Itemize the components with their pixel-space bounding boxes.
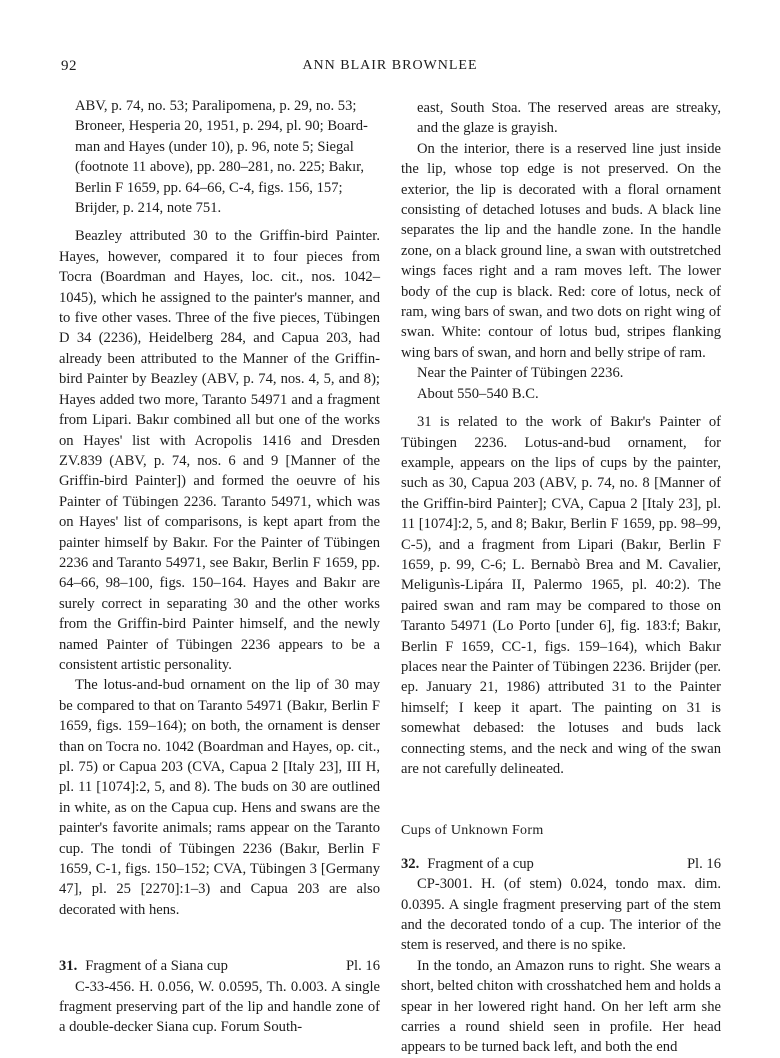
running-head: ANN BLAIR BROWNLEE	[302, 58, 478, 73]
section-heading: Cups of Unknown Form	[401, 823, 544, 839]
plate-reference: Pl. 16	[345, 958, 380, 975]
reference-line: ABV, p. 74, no. 53; Paralipomena, p. 29, no. 53;	[75, 98, 357, 114]
entry-number: 32.	[401, 855, 420, 872]
entry-title: Fragment of a cup	[427, 855, 534, 872]
right-column	[401, 98, 721, 1058]
paragraph: 31 is related to the work of Bakır's Painter of Tübingen 2236. Lotus-and-bud ornament, for example, appears on the lips of cups by the painter, such as 30, Capua 203 (ABV, p. 74, no. 8 [Manner of the Griffin-bird Painter]; CVA, Capua 2 [Italy 23], pl. 11 [1074]:2, 5, and 8; Bakır, Berlin F 1659, pp. 98–99, C-5), and a fragment from Lipari (Bakır, Berlin F 1659, p. 99, C-6; L. Bernabò Brea and M. Cavalier, Meligunìs-Lipára II, Palermo 1965, pl. 40:2). The paired swan and ram may be compared to those on Taranto 54971 (Lo Porto [under 6], fig. 183:f; Bakır, Berlin F 1659, CC-1, figs. 159–164), which Bakır places near the Painter of Tübingen 2236. Brijder (per. ep. January 21, 1986) attributed 31 to the Painter himself; I keep it apart. The painting on 31 is somewhat debased: the lotuses and buds lack connecting stems, and the neck and wing of the swan are not carefully delineated.	[401, 414, 721, 777]
catalogue-entry-heading	[59, 956, 380, 976]
reference-line: Broneer, Hesperia 20, 1951, p. 294, pl. 90; Board-	[75, 118, 368, 135]
paragraph: In the tondo, an Amazon runs to right. She wears a short, belted chiton with crosshatched hem and holds a spear in her lowered right hand. On her left arm she carries a round shield seen in profile. Her head appears to be turned back left, and both the end	[401, 957, 721, 1056]
reference-list	[59, 96, 380, 218]
reference-line: Brijder, p. 214, note 751.	[75, 200, 222, 217]
plate-reference: Pl. 16	[686, 855, 721, 872]
paragraph: The lotus-and-bud ornament on the lip of 30 may be compared to that on Taranto 54971 (Bakır, Berlin F 1659, figs. 159–164); on both, the ornament is denser than on Tocra no. 1042 (Boardman and Hayes, op. cit., pl. 75) or Capua 203 (CVA, Capua 2 [Italy 23], III H, pl. 11 [1074]:2, 5, and 8). The buds on 30 are outlined in white, as on the Capua cup. Hens and swans are the painter's favorite animals; rams appear on the Taranto cup. The tondi of Tübingen 2236 (Bakır, Berlin F 1659, C-1, figs. 150–152; CVA, Tübingen 3 [Germany 47], pl. 25 [2270]:1–3) and Capua 203 are also decorated with hens.	[59, 677, 380, 918]
reference-line: Berlin F 1659, pp. 64–66, C-4, figs. 156, 157;	[75, 179, 343, 196]
page-header	[0, 58, 780, 80]
entry-description: C-33-456. H. 0.056, W. 0.0595, Th. 0.003. A single fragment preserving part of the lip and handle zone of a double-decker Siana cup. Forum South-	[59, 978, 380, 1036]
left-column	[59, 96, 380, 1038]
date-line: About 550–540 B.C.	[417, 385, 539, 402]
entry-number: 31.	[59, 958, 78, 975]
paragraph: Beazley attributed 30 to the Griffin-bird Painter. Hayes, however, compared it to four pieces from Tocra (Boardman and Hayes, loc. cit., nos. 1042–1045), which he assigned to the painter's manner, and to five other vases. Three of the five pieces, Tübingen D 34 (2236), Heidelberg 284, and Capua 203, had already been attributed to the Manner of the Griffin-bird Painter by Beazley (ABV, p. 74, nos. 4, 5, and 8); Hayes added two more, Taranto 54971 and a fragment from Lipari. Bakır combined all but one of the works on Hayes' list with Acropolis 1416 and Dresden ZV.839 (ABV, p. 74, nos. 6 and 9 [Manner of the Griffin-bird Painter]) and formed the oeuvre of his Painter of Tübingen 2236. Taranto 54971, which was on Hayes' list of comparisons, is kept apart from the painter himself by Bakır. For the Painter of Tübingen 2236 and Taranto 54971, see Bakır, Berlin F 1659, pp. 64–66, 98–100, figs. 150–164. Hayes and Bakır are surely correct in separating 30 and the other works from the Griffin-bird Painter himself, and the newly named Painter of Tübingen 2236 appears to be a consistent artistic personality.	[59, 228, 380, 673]
reference-line: (footnote 11 above), pp. 280–281, no. 225; Bakır,	[75, 159, 365, 176]
attribution: Near the Painter of Tübingen 2236.	[417, 365, 624, 382]
entry-description: CP-3001. H. (of stem) 0.024, tondo max. dim. 0.0395. A single fragment preserving part of the stem and the decorated tondo of a cup. The interior of the stem is reserved, and there is no spike.	[401, 876, 721, 954]
catalogue-entry-heading	[401, 854, 721, 874]
reference-line: man and Hayes (under 10), p. 96, note 5; Siegal	[75, 138, 354, 155]
paragraph: On the interior, there is a reserved line just inside the lip, whose top edge is not preserved. On the exterior, the lip is decorated with a floral ornament consisting of detached lotuses and buds. A black line separates the lip and the handle zone. In the handle zone, on a black ground line, a swan with outstretched wings faces right and a ram moves left. The lower body of the cup is black. Red: core of lotus, neck of ram, wing bars of swan, and two dots on right wing of swan. White: contour of lotus bud, stripes flanking wing bars of swan, and horn and belly stripe of ram.	[401, 140, 721, 361]
page-number: 92	[61, 58, 77, 74]
entry-title: Fragment of a Siana cup	[85, 958, 228, 975]
paragraph-continuation: east, South Stoa. The reserved areas are streaky, and the glaze is grayish.	[417, 100, 721, 137]
